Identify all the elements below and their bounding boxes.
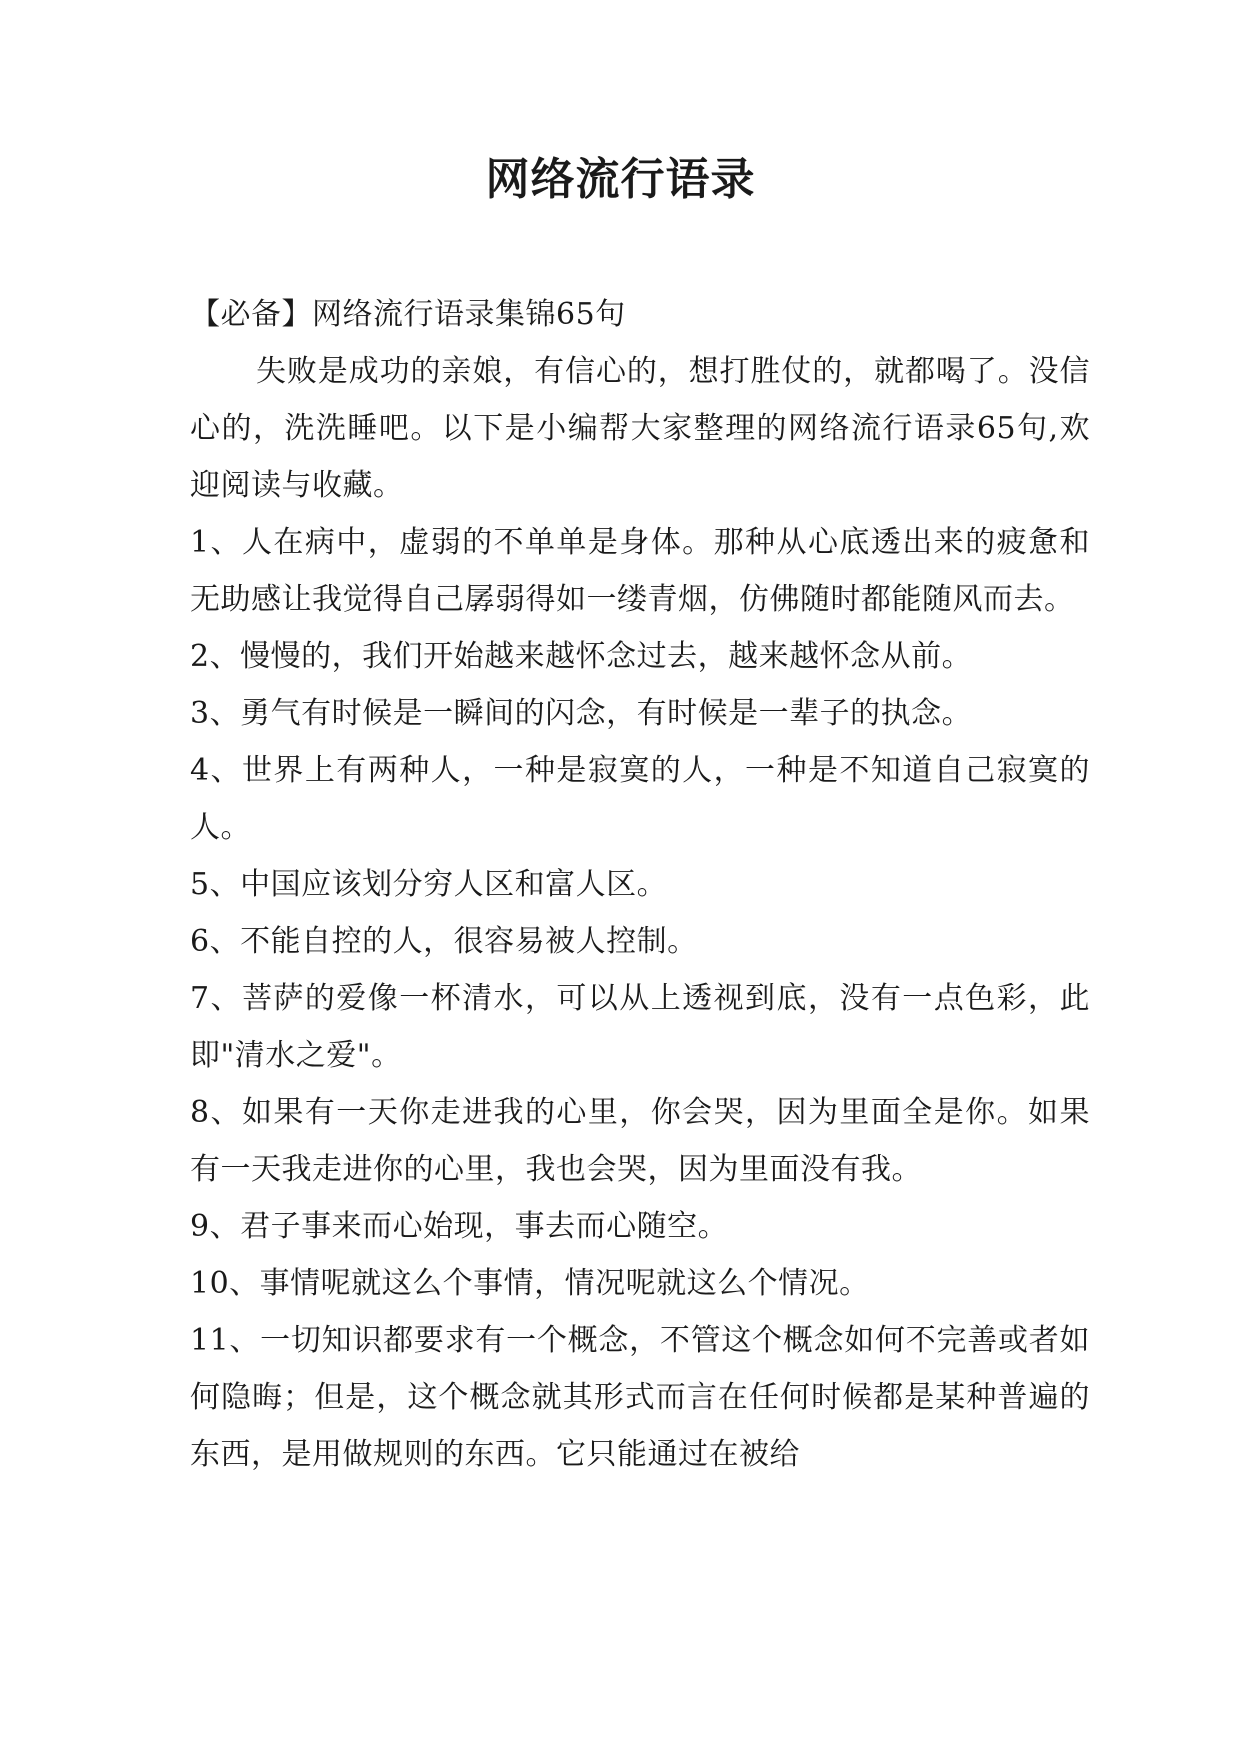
quote-item-2: 2、慢慢的，我们开始越来越怀念过去，越来越怀念从前。: [190, 639, 973, 674]
quote-item-9: 9、君子事来而心始现，事去而心随空。: [190, 1209, 729, 1244]
quote-item-7: 7、菩萨的爱像一杯清水，可以从上透视到底，没有一点色彩，此即"清水之爱"。: [190, 981, 1090, 1073]
document-body: [190, 286, 1090, 1483]
quote-item-10: 10、事情呢就这么个事情，情况呢就这么个情况。: [190, 1266, 870, 1301]
intro-paragraph: 失败是成功的亲娘，有信心的，想打胜仗的，就都喝了。没信心的，洗洗睡吧。以下是小编帮大家整理的网络流行语录65句,欢迎阅读与收藏。: [190, 354, 1090, 503]
document-subtitle: 【必备】网络流行语录集锦65句: [190, 297, 626, 332]
quote-item-1: 1、人在病中，虚弱的不单单是身体。那种从心底透出来的疲惫和无助感让我觉得自己孱弱得如一缕青烟，仿佛随时都能随风而去。: [190, 525, 1090, 617]
quote-item-8: 8、如果有一天你走进我的心里，你会哭，因为里面全是你。如果有一天我走进你的心里，我也会哭，因为里面没有我。: [190, 1095, 1090, 1187]
quote-item-6: 6、不能自控的人，很容易被人控制。: [190, 924, 698, 959]
quote-item-11: 11、一切知识都要求有一个概念，不管这个概念如何不完善或者如何隐晦；但是，这个概念就其形式而言在任何时候都是某种普遍的东西，是用做规则的东西。它只能通过在被给: [190, 1323, 1090, 1472]
document-title: 网络流行语录: [485, 154, 756, 205]
quote-item-4: 4、世界上有两种人，一种是寂寞的人，一种是不知道自己寂寞的人。: [190, 753, 1090, 845]
quote-item-3: 3、勇气有时候是一瞬间的闪念，有时候是一辈子的执念。: [190, 696, 973, 731]
quote-item-5: 5、中国应该划分穷人区和富人区。: [190, 867, 668, 902]
